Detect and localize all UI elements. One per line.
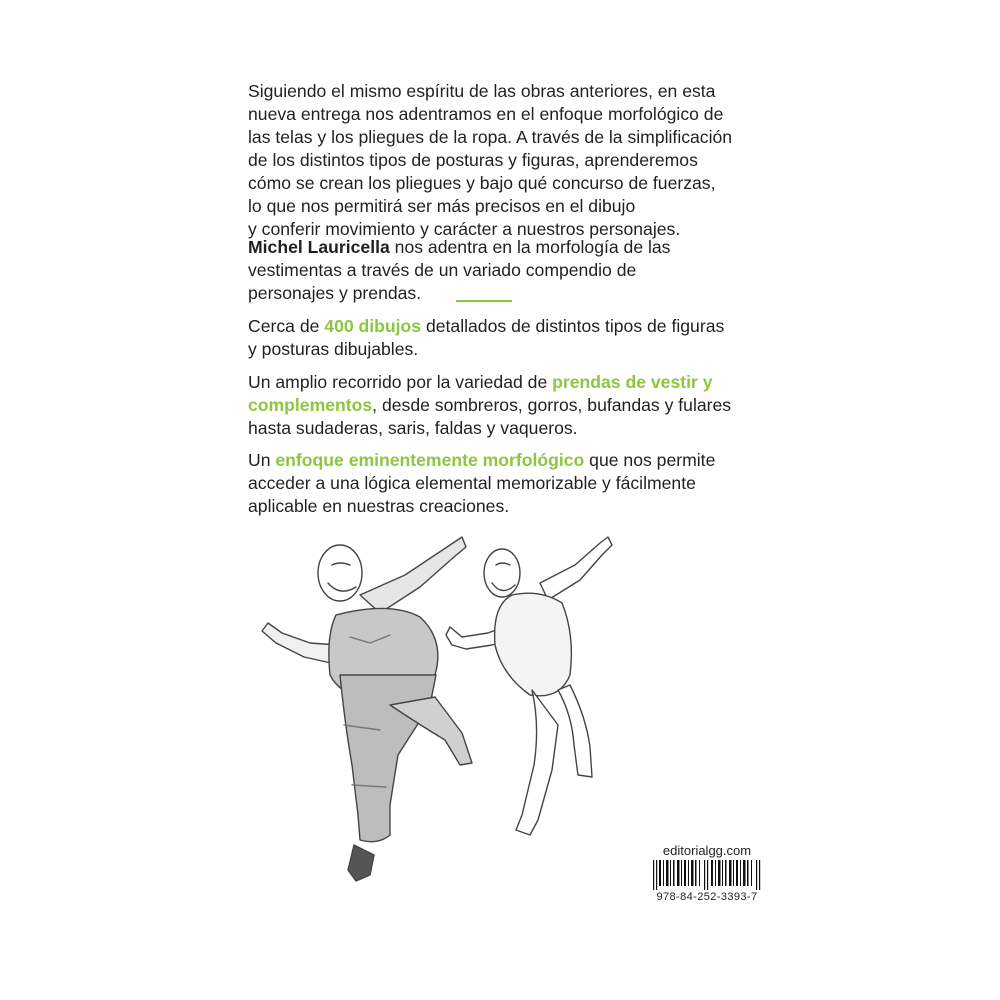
- feature-text: Un: [248, 450, 276, 470]
- feature-text: hasta sudaderas, saris, faldas y vaqueros.: [248, 418, 578, 438]
- intro-paragraph: [248, 80, 768, 241]
- feature-text: aplicable en nuestras creaciones.: [248, 496, 510, 516]
- mannequin-figure: [446, 537, 612, 835]
- intro-line: lo que nos permitirá ser más precisos en el dibujo: [248, 196, 636, 216]
- author-line: [248, 236, 768, 259]
- feature-text: y posturas dibujables.: [248, 339, 419, 359]
- author-line: personajes y prendas.: [248, 283, 422, 303]
- feature-text: Un amplio recorrido por la variedad de: [248, 372, 553, 392]
- author-paragraph: [248, 236, 768, 305]
- feature-text: acceder a una lógica elemental memorizable y fácilmente: [248, 473, 696, 493]
- author-text: nos adentra en la morfología de las: [389, 237, 671, 257]
- feature-morphology: [248, 449, 768, 518]
- barcode-image: [652, 860, 762, 890]
- feature-highlight: prendas de vestir y: [552, 372, 713, 392]
- clothed-figure: [262, 537, 472, 881]
- intro-line: nueva entrega nos adentramos en el enfoque morfológico de: [248, 104, 724, 124]
- intro-line: y conferir movimiento y carácter a nuestros personajes.: [248, 219, 681, 239]
- intro-line: Siguiendo el mismo espíritu de las obras anteriores, en esta: [248, 81, 716, 101]
- figure-illustration: [240, 525, 640, 910]
- feature-text: , desde sombreros, gorros, bufandas y fulares: [372, 395, 732, 415]
- feature-text: detallados de distintos tipos de figuras: [421, 316, 725, 336]
- isbn-number: 978-84-252-3393-7: [656, 891, 758, 903]
- feature-highlight: complementos: [248, 395, 373, 415]
- feature-highlight: 400 dibujos: [324, 316, 422, 336]
- feature-text: Cerca de: [248, 316, 325, 336]
- feature-drawings: [248, 315, 768, 361]
- author-name: Michel Lauricella: [248, 237, 390, 257]
- accent-divider: [456, 300, 512, 302]
- intro-line: de los distintos tipos de posturas y figuras, aprenderemos: [248, 150, 698, 170]
- feature-highlight: enfoque eminentemente morfológico: [275, 450, 585, 470]
- feature-text: que nos permite: [584, 450, 716, 470]
- author-line: vestimentas a través de un variado compendio de: [248, 260, 637, 280]
- feature-garments: [248, 371, 768, 440]
- intro-line: las telas y los pliegues de la ropa. A través de la simplificación: [248, 127, 733, 147]
- intro-line: cómo se crean los pliegues y bajo qué concurso de fuerzas,: [248, 173, 716, 193]
- publisher-website: editorialgg.com: [662, 843, 752, 858]
